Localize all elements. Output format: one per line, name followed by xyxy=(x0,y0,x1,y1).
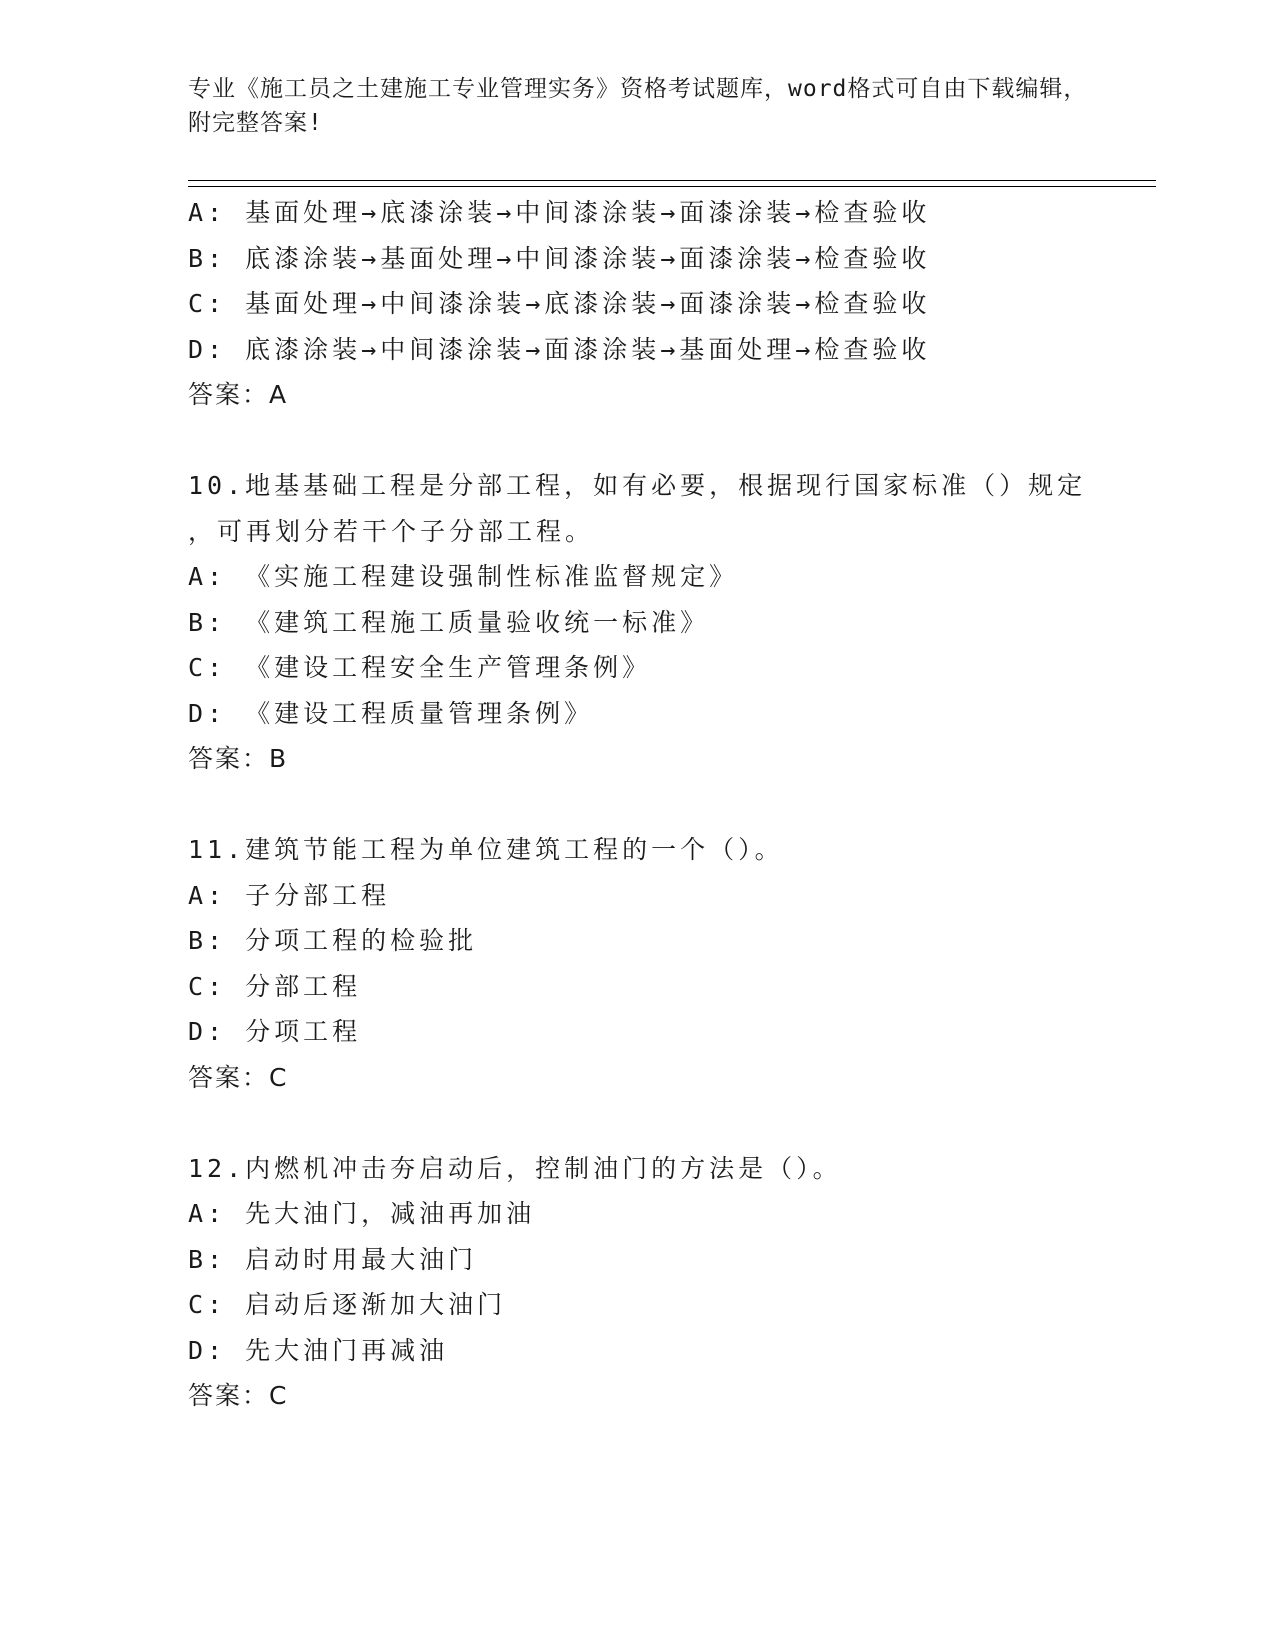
answer: 答案：B xyxy=(188,744,289,773)
question-stem: 12.内燃机冲击夯启动后，控制油门的方法是（）。 xyxy=(188,1153,842,1183)
option-b: B: 分项工程的检验批 xyxy=(188,926,478,955)
header-rule-top xyxy=(188,180,1156,181)
question-10 xyxy=(188,463,1088,782)
question-11 xyxy=(188,827,1088,1100)
option-c: C: 《建设工程安全生产管理条例》 xyxy=(188,653,652,682)
option-a: A: 先大油门，减油再加油 xyxy=(188,1199,536,1228)
option-d: D: 分项工程 xyxy=(188,1017,362,1046)
answer: 答案：A xyxy=(188,380,289,409)
option-b: B: 启动时用最大油门 xyxy=(188,1244,478,1274)
header-rule-bottom xyxy=(188,186,1156,187)
option-a: A: 《实施工程建设强制性标准监督规定》 xyxy=(188,562,739,591)
question-stem-continued: ，可再划分若干个子分部工程。 xyxy=(188,516,595,546)
question-12 xyxy=(188,1146,1088,1419)
answer: 答案：C xyxy=(188,1062,289,1092)
option-b: B: 《建筑工程施工质量验收统一标准》 xyxy=(188,607,710,637)
question-9 xyxy=(188,190,1088,418)
option-a: A: 基面处理→底漆涂装→中间漆涂装→面漆涂装→检查验收 xyxy=(188,198,931,227)
option-a: A: 子分部工程 xyxy=(188,880,391,910)
option-c: C: 启动后逐渐加大油门 xyxy=(188,1290,507,1319)
option-d: D: 《建设工程质量管理条例》 xyxy=(188,698,594,728)
option-c: C: 分部工程 xyxy=(188,971,362,1001)
question-stem: 10.地基基础工程是分部工程，如有必要，根据现行国家标准（）规定 xyxy=(188,471,1087,500)
answer: 答案：C xyxy=(188,1381,289,1410)
option-b: B: 底漆涂装→基面处理→中间漆涂装→面漆涂装→检查验收 xyxy=(188,243,931,273)
option-d: D: 先大油门再减油 xyxy=(188,1335,449,1365)
option-c: C: 基面处理→中间漆涂装→底漆涂装→面漆涂装→检查验收 xyxy=(188,289,931,318)
question-stem: 11.建筑节能工程为单位建筑工程的一个（）。 xyxy=(188,835,784,864)
option-d: D: 底漆涂装→中间漆涂装→面漆涂装→基面处理→检查验收 xyxy=(188,334,931,364)
question-list xyxy=(188,190,1088,1419)
document-header: 专业《施工员之土建施工专业管理实务》资格考试题库，word格式可自由下载编辑，附完整答案! xyxy=(188,76,1088,136)
